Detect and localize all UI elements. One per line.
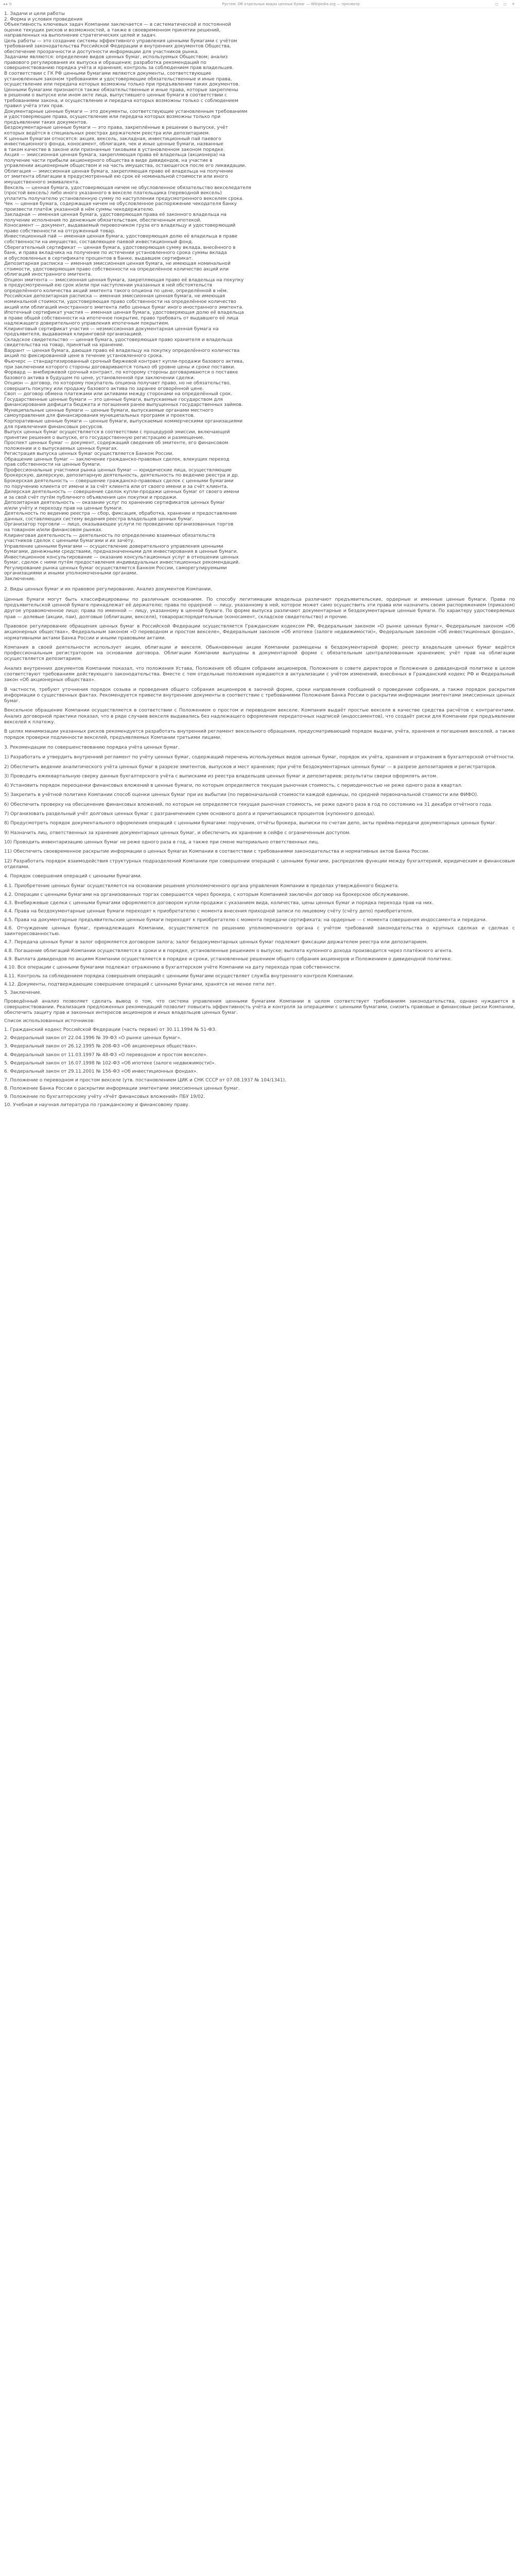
intro-line: в предусмотренный ею срок и/или при наступлении указанных в ней обстоятельств bbox=[4, 283, 213, 289]
intro-line: направленных на выполнение стратегических целей и задач. bbox=[4, 33, 157, 39]
intro-line: (простой вексель) либо иного указанного в векселе плательщика (переводной вексель) bbox=[4, 191, 222, 196]
intro-line: К ценным бумагам относятся: акция, вексель, закладная, инвестиционный пай паевого bbox=[4, 136, 221, 142]
intro-line: и обусловленных в сертификате процентов в банке, выдавшем сертификат. bbox=[4, 256, 193, 261]
list-entry: 4.10. Все операции с ценными бумагами подлежат отражению в бухгалтерском учёте Компании на дату перехода прав собственности. bbox=[4, 965, 341, 971]
intro-line: надлежащего доверительного управления ипотечным покрытием. bbox=[4, 321, 170, 327]
main-paragraph: В целях минимизации указанных рисков рекомендуется разработать внутренний регламент вексельного обращения, предусматривающий порядок выдачи, учёта, хранения и погашения векселей, а также порядок проверки подлинности векселей, предъявляемых Компании третьими лицами. bbox=[4, 729, 515, 740]
main-title: 2. Виды ценных бумаг и их правовое регулирование. Анализ документов Компании. bbox=[4, 587, 212, 592]
recommendation-paragraph: 6) Обеспечить проверку на обесценение финансовых вложений, по которым не определяется текущая рыночная стоимость, не реже одного раза в год по состоянию на 31 декабря отчётного года. bbox=[4, 802, 493, 807]
intro-line: Деятельность по ведению реестра — сбор, фиксация, обработка, хранение и предоставление bbox=[4, 511, 237, 517]
intro-line: в решении о выпуске или ином акте лица, выпустившего ценные бумаги в соответствии с bbox=[4, 93, 228, 98]
intro-line: Депозитарная расписка — именная эмиссионная ценная бумага, не имеющая номинальной bbox=[4, 261, 231, 267]
intro-line: правил учёта этих прав. bbox=[4, 104, 64, 109]
recommendation-paragraph: 8) Предусмотреть порядок документального оформления операций с ценными бумагами: поручения, отчёты брокера, выписки по счетам депо, акты приёма-передачи документарных ценных бумаг. bbox=[4, 821, 497, 826]
intro-line: произвести платёж указанной в нём суммы чекодержателю. bbox=[4, 207, 154, 212]
intro-line: Проспект ценных бумаг — документ, содержащий сведения об эмитенте, его финансовом bbox=[4, 440, 229, 446]
list-entry: 9. Положение по бухгалтерскому учёту «Учёт финансовых вложений» ПБУ 19/02. bbox=[4, 1094, 205, 1100]
recommendation-paragraph: 11) Обеспечить своевременное раскрытие информации о ценных бумагах Компании в соответствии с требованиями законодательства и нормативных актов Банка России. bbox=[4, 849, 430, 855]
intro-line: предъявлении таких документов. bbox=[4, 120, 88, 125]
intro-line: на товарном и/или финансовом рынках. bbox=[4, 527, 103, 533]
intro-line: Выпуск ценных бумаг осуществляется в соответствии с процедурой эмиссии, включающей bbox=[4, 430, 230, 435]
intro-line: совершенствованию порядка учёта и хранения; контроль за соблюдением прав владельцев. bbox=[4, 65, 234, 71]
intro-line: Форвард — внебиржевой срочный контракт, по которому стороны договариваются о поставке bbox=[4, 370, 238, 376]
intro-line: Объективность ключевых задач Компании заключается — в систематической и постоянной bbox=[4, 22, 231, 28]
intro-line: акций или облигаций иностранного эмитента либо ценных бумаг иного иностранного эмитента. bbox=[4, 304, 244, 310]
intro-line: Профессиональные участники рынка ценных бумаг — юридические лица, осуществляющие bbox=[4, 467, 232, 473]
intro-line: Акция — эмиссионная ценная бумага, закрепляющая права её владельца (акционера) на bbox=[4, 152, 226, 158]
intro-line: Инвестиционный пай — именная ценная бумага, удостоверяющая долю её владельца в праве bbox=[4, 234, 238, 240]
list-entry: 5. Федеральный закон от 16.07.1998 № 102-ФЗ «Об ипотеке (залоге недвижимости)». bbox=[4, 1060, 216, 1066]
intro-line: Задачами являются: определение видов ценных бумаг, используемых Обществом; анализ bbox=[4, 55, 228, 60]
intro-line: данных, составляющих систему ведения реестра владельцев ценных бумаг. bbox=[4, 516, 194, 522]
list-entry: 8. Положение Банка России о раскрытии информации эмитентами эмиссионных ценных бумаг. bbox=[4, 1086, 240, 1091]
page-tab-title: Рустем. Об отдельных видах ценных бумаг — Wikipedia.org — просмотр bbox=[222, 2, 360, 6]
intro-line: инвестиционного фонда, коносамент, облигация, чек и иные ценные бумаги, названные bbox=[4, 142, 223, 147]
intro-line: определённого количества акций эмитента такого опциона по цене, определённой в нём. bbox=[4, 288, 228, 294]
intro-line: Варрант — ценная бумага, дающая право её владельцу на покупку определённого количества bbox=[4, 348, 240, 353]
recommendation-paragraph: 9) Назначить лиц, ответственных за хранение документарных ценных бумаг, и обеспечить их хранение в сейфе с ограниченным доступом. bbox=[4, 830, 351, 836]
intro-line: Муниципальные ценные бумаги — ценные бумаги, выпускаемые органами местного bbox=[4, 408, 214, 413]
main-paragraph: В частности, требуют уточнения порядок созыва и проведения общего собрания акционеров в заочной форме, сроки направления сообщений о проведении собрания, а также порядок раскрытия информации о существенных фактах. Рекомендуется привести внутренние документы в соответствие с требованиями Положения Банка России о раскрытии информации эмитентами эмиссионных ценных бумаг. bbox=[4, 687, 515, 704]
main-paragraph: Правовое регулирование обращения ценных бумаг в Российской Федерации осуществляется Гражданским кодексом РФ, Федеральным законом «О рынке ценных бумаг», Федеральным законом «Об акционерных обществах», Федеральным законом «О переводном и простом векселе», Федеральным законом «Об ипотеке (залоге недвижимости)», Федеральным законом «Об инвестиционных фондах», нормативными актами Банка России и иными правовыми актами. bbox=[4, 623, 515, 641]
recommendation-paragraph: 4) Установить порядок переоценки финансовых вложений в ценные бумаги, по которым определяется текущая рыночная стоимость, с периодичностью не реже одного раза в квартал. bbox=[4, 783, 462, 789]
intro-line: Коносамент — документ, выдаваемый перевозчиком груза его владельцу и удостоверяющий bbox=[4, 223, 236, 229]
intro-line: Дилерская деятельность — совершение сделок купли-продажи ценных бумаг от своего имени bbox=[4, 489, 239, 495]
intro-line: требованиями закона, и осуществление и передача которых возможны только с соблюдением bbox=[4, 98, 238, 104]
intro-line: Организатор торговли — лицо, оказывающее услуги по проведению организованных торгов bbox=[4, 522, 234, 528]
intro-line: Депозитарная деятельность — оказание услуг по хранению сертификатов ценных бумаг bbox=[4, 500, 225, 506]
intro-line: принятие решения о выпуске, его государственную регистрацию и размещение. bbox=[4, 435, 204, 440]
main-section bbox=[4, 587, 515, 870]
recommendation-paragraph: 7) Организовать раздельный учёт долговых ценных бумаг с разграничением сумм основного долга и причитающихся процентов (купонного дохода). bbox=[4, 811, 376, 817]
intro-line: установленным законом требованиям и удостоверяющие обязательственные и иные права, bbox=[4, 76, 232, 82]
main-paragraph: Ценные бумаги могут быть классифицированы по различным основаниям. По способу легитимации владельца различают предъявительские, ордерные и именные ценные бумаги. Права по предъявительской ценной бумаге принадлежат её держателю; права по ордерной — лицу, указанному в ней, которое может само осуществить эти права или назначить своим распоряжением (приказом) другое управомоченное лицо; права по именной — лицу, указанному в ценной бумаге. По форме выпуска различают документарные и бездокументарные ценные бумаги. По характеру удостоверяемых прав — долевые (акции, паи), долговые (облигации, векселя), товарораспорядительные (коносамент, складское свидетельство) и прочие. bbox=[4, 597, 515, 620]
intro-line: Опцион — договор, по которому покупатель опциона получает право, но не обязательство, bbox=[4, 381, 231, 386]
intro-line: Облигация — эмиссионная ценная бумага, закрепляющая право её владельца на получение bbox=[4, 168, 233, 174]
main-paragraph: Вексельное обращение Компании осуществляется в соответствии с Положением о простом и переводном векселе. Компания выдаёт простые векселя в качестве средства расчётов с контрагентами. Анализ договорной практики показал, что в ряде случаев векселя выдавались без надлежащего оформления передаточных надписей (индоссаментов), что создаёт риски для Компании при предъявлении векселей к платежу. bbox=[4, 708, 515, 725]
intro-line: прав собственности на ценные бумаги. bbox=[4, 462, 101, 468]
intro-line: обеспечение прозрачности и доступности информации для участников рынка. bbox=[4, 49, 199, 55]
sub-paragraphs bbox=[4, 755, 515, 870]
intro-line: Клиринговый сертификат участия — неэмиссионная документарная ценная бумага на bbox=[4, 326, 219, 332]
list-entry: 4.9. Выплата дивидендов по акциям Компании осуществляется в порядке и сроки, установленные решением общего собрания акционеров и Положением о дивидендной политике. bbox=[4, 957, 452, 962]
list-entry: 5. Заключение. bbox=[4, 990, 42, 996]
window-controls[interactable]: ◻ ◻ ✕ bbox=[495, 2, 517, 6]
recommendation-paragraph: 2) Обеспечить ведение аналитического учёта ценных бумаг в разрезе эмитентов, выпусков и мест хранения; при учёте бездокументарных ценных бумаг — в разрезе депозитариев и регистраторов. bbox=[4, 764, 497, 770]
intro-line: облигаций иностранного эмитента. bbox=[4, 272, 92, 278]
intro-line: по поручению клиента от имени и за счёт клиента или от своего имени и за счёт клиента. bbox=[4, 484, 228, 489]
list-entry: Список использованных источников: bbox=[4, 1019, 95, 1024]
list-entry: 7. Положение о переводном и простом векселе (утв. постановлением ЦИК и СНК СССР от 07.08.1937 № 104/1341). bbox=[4, 1077, 286, 1083]
list-title: 4. Порядок совершения операций с ценными бумагами. bbox=[4, 874, 142, 879]
intro-line: имущественного эквивалента. bbox=[4, 179, 80, 185]
intro-line: для привлечения финансовых ресурсов. bbox=[4, 424, 103, 430]
recommendation-paragraph: 12) Разработать порядок взаимодействия структурных подразделений Компании при совершении операций с ценными бумагами, распределив функции между бухгалтерией, юридическим и финансовым отделами. bbox=[4, 858, 515, 870]
operations-section bbox=[4, 874, 515, 1109]
list-entry: 4.12. Документы, подтверждающие совершение операций с ценными бумагами, хранятся не менее пяти лет. bbox=[4, 981, 276, 987]
intro-line: Корпоративные ценные бумаги — ценные бумаги, выпускаемые коммерческими организациями bbox=[4, 419, 243, 425]
intro-line: получение части прибыли акционерного общества в виде дивидендов, на участие в bbox=[4, 158, 213, 163]
intro-line: Брокерская деятельность — совершение гражданско-правовых сделок с ценными бумагами bbox=[4, 479, 234, 484]
intro-line: Клиринговая деятельность — деятельность по определению взаимных обязательств bbox=[4, 533, 215, 538]
intro-line: В соответствии с ГК РФ ценными бумагами являются документы, соответствующие bbox=[4, 71, 212, 77]
intro-line: в праве общей собственности на ипотечное покрытие, право требовать от выдавшего её лица bbox=[4, 315, 239, 321]
intro-section bbox=[4, 11, 277, 582]
intro-line: Складское свидетельство — ценная бумага, удостоверяющая право хранителя и владельца bbox=[4, 337, 233, 343]
intro-line: в таком качестве в законе или признанные таковыми в установленном законом порядке. bbox=[4, 147, 225, 152]
intro-line: собственности на имущество, составляющее паевой инвестиционный фонд. bbox=[4, 239, 194, 245]
intro-line: осуществление или передача которых возможны только при предъявлении таких документов. bbox=[4, 82, 240, 88]
sub-title: 3. Рекомендации по совершенствованию порядка учёта ценных бумаг. bbox=[4, 744, 180, 750]
intro-line: Закладная — именная ценная бумага, удостоверяющая права её законного владельца на bbox=[4, 212, 227, 218]
main-paragraph: Анализ внутренних документов Компании показал, что положения Устава, Положения об общем собрании акционеров, Положения о совете директоров и Положения о дивидендной политике в целом соответствуют требованиям действующего законодательства. Вместе с тем отдельные положения нуждаются в актуализации с учётом изменений, внесённых в Гражданский кодекс РФ и Федеральный закон «Об акционерных обществах». bbox=[4, 666, 515, 683]
navigation-controls[interactable] bbox=[3, 2, 96, 6]
intro-line: Регулирование рынка ценных бумаг осуществляется Банком России, саморегулируемыми bbox=[4, 565, 227, 571]
intro-line: Фьючерс — стандартизированный срочный биржевой контракт купли-продажи базового актива, bbox=[4, 359, 244, 364]
intro-line: и/или учёту и переходу прав на ценные бумаги. bbox=[4, 505, 123, 511]
intro-line: брокерскую, дилерскую, депозитарную деятельность, деятельность по ведению реестра и др. bbox=[4, 473, 239, 479]
list-entry: 4.8. Погашение облигаций Компании осуществляется в сроки и в порядке, установленные решением о выпуске; выплата купонного дохода производится через платёжного агента. bbox=[4, 948, 453, 954]
intro-line: требований законодательства Российской Федерации и внутренних документов Общества, bbox=[4, 44, 231, 49]
main-paragraphs bbox=[4, 597, 515, 741]
intro-line: Сберегательный сертификат — ценная бумага, удостоверяющая сумму вклада, внесённого в bbox=[4, 245, 236, 250]
list-entry: 1. Гражданский кодекс Российской Федерации (часть первая) от 30.11.1994 № 51-ФЗ. bbox=[4, 1027, 217, 1032]
intro-heading-2: 2. Форма и условия проведения bbox=[4, 16, 83, 22]
intro-lines bbox=[4, 22, 277, 582]
intro-line: самоуправления для финансирования муниципальных программ и проектов. bbox=[4, 413, 195, 419]
intro-line: от эмитента облигации в предусмотренный ею срок её номинальной стоимости или иного bbox=[4, 174, 228, 180]
intro-line: свидетельства на товар, принятый на хранение. bbox=[4, 343, 125, 348]
intro-line: организациями и иными уполномоченными органами. bbox=[4, 571, 138, 577]
intro-line: бумаг, сделок с ними путём предоставления индивидуальных инвестиционных рекомендаций. bbox=[4, 560, 240, 566]
intro-line: Бездокументарные ценные бумаги — это права, закреплённые в решении о выпуске, учёт bbox=[4, 125, 228, 131]
intro-line: и за свой счёт путём публичного объявления цен покупки и продажи. bbox=[4, 495, 178, 500]
intro-line: предъявителя, выдаваемая клиринговой организацией. bbox=[4, 332, 143, 337]
list-entry: 4.4. Права на бездокументарные ценные бумаги переходят к приобретателю с момента внесения приходной записи по лицевому счёту (счёту депо) приобретателя. bbox=[4, 909, 413, 914]
intro-line: Инвестиционное консультирование — оказание консультационных услуг в отношении ценных bbox=[4, 554, 239, 560]
list-entry: 2. Федеральный закон от 22.04.1996 № 39-ФЗ «О рынке ценных бумаг». bbox=[4, 1036, 182, 1041]
list-entry: 4.2. Операции с ценными бумагами на организованных торгах совершаются через брокера, с которым Компанией заключён договор на брокерское обслуживание. bbox=[4, 892, 410, 897]
list-entry: 10. Учебная и научная литература по гражданскому и финансовому праву. bbox=[4, 1103, 190, 1108]
intro-line: Опцион эмитента — эмиссионная ценная бумага, закрепляющая право её владельца на покупку bbox=[4, 277, 244, 283]
list-entry: 4.5. Права на документарные предъявительские ценные бумаги переходят к приобретателю с момента передачи сертификата; на ордерные — с момента совершения индоссамента и передачи. bbox=[4, 917, 487, 923]
intro-line: Вексель — ценная бумага, удостоверяющая ничем не обусловленное обязательство векселедателя bbox=[4, 185, 251, 191]
intro-line: бумагами, денежными средствами, предназначенными для инвестирования в ценные бумаги. bbox=[4, 549, 238, 555]
intro-line: совершить покупку или продажу базового актива по заранее оговорённой цене. bbox=[4, 386, 204, 392]
intro-line: Управление ценными бумагами — осуществление доверительного управления ценными bbox=[4, 544, 223, 549]
intro-line: правового регулирования их выпуска и обращения; разработка рекомендаций по bbox=[4, 60, 206, 65]
list-entry: 4. Федеральный закон от 11.03.1997 № 48-ФЗ «О переводном и простом векселе». bbox=[4, 1052, 208, 1058]
intro-line: Государственные ценные бумаги — это ценные бумаги, выпускаемые государством для bbox=[4, 397, 223, 402]
list-entry: 4.6. Отчуждение ценных бумаг, принадлежащих Компании, осуществляется по решению уполномоченного органа с учётом требований законодательства о крупных сделках и сделках с заинтересованностью. bbox=[4, 925, 515, 937]
intro-line: управлении акционерным обществом и на часть имущества, остающегося после его ликвидации. bbox=[4, 163, 247, 169]
nav-icons[interactable]: ◂ ▸ ↻ bbox=[3, 2, 12, 6]
intro-line: получение исполнения по денежным обязательствам, обеспеченным ипотекой. bbox=[4, 217, 202, 223]
intro-line: банк, и права вкладчика на получение по истечении установленного срока суммы вклада bbox=[4, 250, 227, 256]
recommendation-paragraph: 5) Закрепить в учётной политике Компании способ оценки ценных бумаг при их выбытии (по первоначальной стоимости каждой единицы, по средней первоначальной стоимости или ФИФО). bbox=[4, 792, 478, 798]
intro-line: базового актива в будущем по цене, установленной при заключении сделки. bbox=[4, 375, 195, 381]
intro-line: Регистрация выпуска ценных бумаг осуществляется Банком России. bbox=[4, 451, 174, 457]
list-entry: 4.3. Внебиржевые сделки с ценными бумагами оформляются договором купли-продажи с указанием вида, количества, цены ценных бумаг и порядка перехода прав на них. bbox=[4, 901, 434, 906]
intro-line: Ценными бумагами признаются также обязательственные и иные права, которые закреплены bbox=[4, 87, 238, 93]
intro-line: положении и о выпускаемых ценных бумагах. bbox=[4, 446, 118, 451]
intro-line: Обращение ценных бумаг — заключение гражданско-правовых сделок, влекущих переход bbox=[4, 456, 230, 462]
recommendation-paragraph: 3) Проводить ежеквартальную сверку данных бухгалтерского учёта с выписками из реестра владельцев ценных бумаг и депозитариев; результаты сверки оформлять актом. bbox=[4, 773, 438, 779]
intro-line: Заключение. bbox=[4, 576, 36, 582]
list-entry: 3. Федеральный закон от 26.12.1995 № 208-ФЗ «Об акционерных обществах». bbox=[4, 1044, 198, 1049]
list-entry: 4.1. Приобретение ценных бумаг осуществляется на основании решения уполномоченного органа управления Компании в пределах утверждённого бюджета. bbox=[4, 884, 400, 889]
recommendation-paragraph: 1) Разработать и утвердить внутренний регламент по учёту ценных бумаг, содержащий перечень используемых видов ценных бумаг, порядок их учёта, хранения и отражения в бухгалтерской отчётности. bbox=[4, 755, 515, 760]
intro-line: при заключении которого стороны договариваются только об уровне цены и сроке поставки. bbox=[4, 364, 236, 370]
list-entry: 6. Федеральный закон от 29.11.2001 № 156-ФЗ «Об инвестиционных фондах». bbox=[4, 1069, 198, 1075]
intro-line: Чек — ценная бумага, содержащая ничем не обусловленное распоряжение чекодателя банку bbox=[4, 201, 237, 207]
intro-line: Цель работы — это создание системы эффективного управления ценными бумагами с учётом bbox=[4, 38, 237, 44]
intro-line: которых ведётся в специальных реестрах держателем реестра или депозитарием. bbox=[4, 131, 210, 137]
intro-line: Своп — договор обмена платежами или активами между сторонами на определённый срок. bbox=[4, 392, 233, 397]
browser-toolbar bbox=[0, 0, 520, 8]
intro-line: оценке текущих рисков и возможностей, а также в своевременном принятии решений, bbox=[4, 27, 221, 33]
intro-line: стоимости, удостоверяющая право собственности на определённое количество акций или bbox=[4, 266, 229, 272]
intro-line: уплатить получателю установленную сумму по наступлении предусмотренного векселем срока. bbox=[4, 196, 244, 201]
list-entry: 4.7. Передача ценных бумаг в залог оформляется договором залога; залог бездокументарных ценных бумаг подлежит фиксации держателем реестра или депозитарием. bbox=[4, 940, 428, 945]
list-entry: 4.11. Контроль за соблюдением порядка совершения операций с ценными бумагами осуществляет служба внутреннего контроля Компании. bbox=[4, 973, 354, 979]
list-entries bbox=[4, 884, 515, 1108]
list-entry: Проведённый анализ позволяет сделать вывод о том, что система управления ценными бумагами Компании в целом соответствует требованиям законодательства, однако нуждается в совершенствовании. Реализация предложенных рекомендаций позволит повысить эффективность учёта и контроля за операциями с ценными бумагами, снизить правовые и финансовые риски Компании, обеспечить защиту прав и законных интересов акционеров и иных владельцев ценных бумаг. bbox=[4, 998, 515, 1016]
intro-line: номинальной стоимости, удостоверяющая право собственности на определённое количество bbox=[4, 299, 236, 304]
intro-line: Российская депозитарная расписка — именная эмиссионная ценная бумага, не имеющая bbox=[4, 294, 226, 299]
intro-line: и удостоверяющие права, осуществление или передача которых возможны только при bbox=[4, 114, 221, 120]
main-paragraph: Компания в своей деятельности использует акции, облигации и векселя. Обыкновенные акции Компании размещены в бездокументарной форме; реестр владельцев ценных бумаг ведётся профессиональным регистратором на основании договора. Облигации Компании выпущены в документарной форме с обязательным централизованным хранением; учёт прав на облигации осуществляется депозитарием. bbox=[4, 645, 515, 662]
intro-line: право собственности на отгруженный товар. bbox=[4, 228, 116, 234]
intro-line: участников сделок с ценными бумагами и их зачёту. bbox=[4, 538, 135, 544]
intro-line: финансирования дефицита бюджета и погашения ранее выпущенных государственных займов. bbox=[4, 402, 243, 408]
intro-heading-1: 1. Задачи и цели работы bbox=[4, 11, 65, 16]
intro-line: Ипотечный сертификат участия — именная ценная бумага, удостоверяющая долю её владельца bbox=[4, 310, 244, 316]
intro-line: акций по фиксированной цене в течение установленного срока. bbox=[4, 353, 163, 359]
intro-line: Документарные ценные бумаги — это документы, соответствующие установленным требованиям bbox=[4, 109, 248, 114]
document-body bbox=[0, 11, 520, 1109]
recommendation-paragraph: 10) Проводить инвентаризацию ценных бумаг не реже одного раза в год, а также при смене материально ответственных лиц. bbox=[4, 839, 319, 845]
